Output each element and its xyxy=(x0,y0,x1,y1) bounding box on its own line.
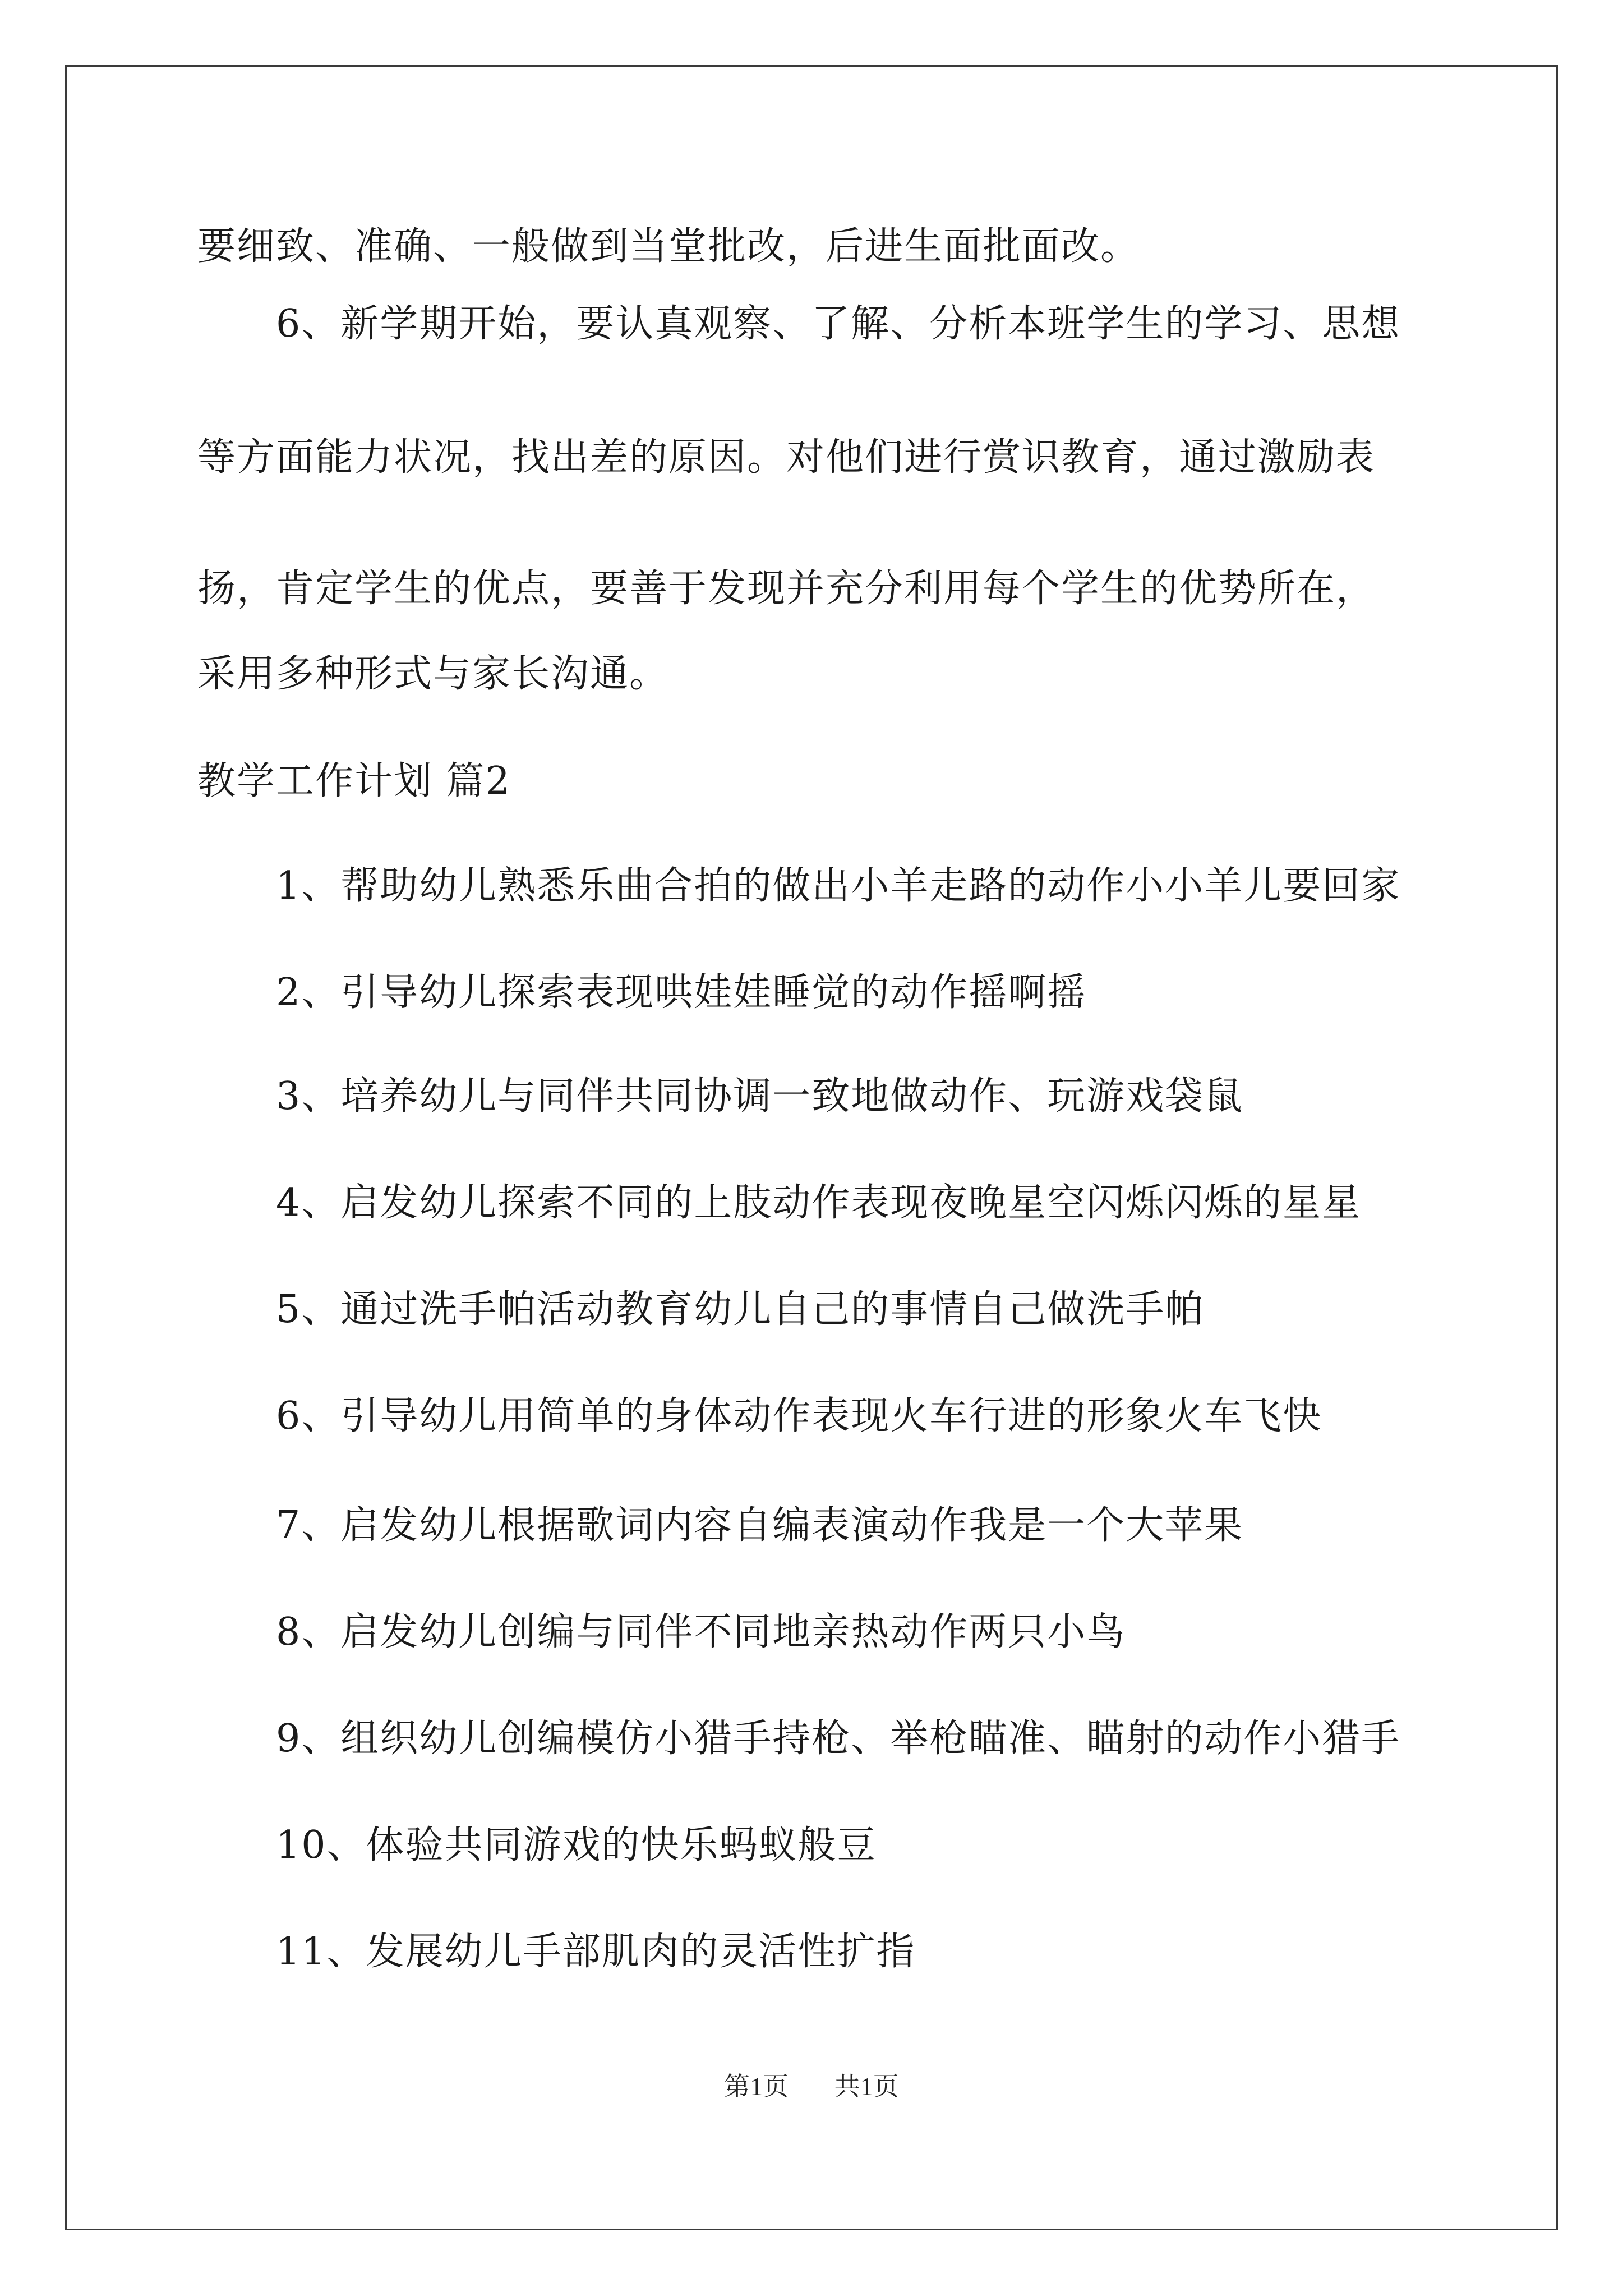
paragraph-6-line-3: 扬，肯定学生的优点，要善于发现并充分利用每个学生的优势所在， xyxy=(197,567,1376,611)
list-item-6: 6、引导幼儿用简单的身体动作表现火车行进的形象火车飞快 xyxy=(276,1394,1322,1438)
page-total: 共1页 xyxy=(834,2072,899,2101)
list-item-1: 1、帮助幼儿熟悉乐曲合拍的做出小羊走路的动作小小羊儿要回家 xyxy=(276,864,1401,908)
list-item-4: 4、启发幼儿探索不同的上肢动作表现夜晚星空闪烁闪烁的星星 xyxy=(276,1181,1362,1225)
list-item-3: 3、培养幼儿与同伴共同协调一致地做动作、玩游戏袋鼠 xyxy=(276,1074,1244,1119)
section-heading: 教学工作计划 篇2 xyxy=(197,759,511,803)
list-item-9: 9、组织幼儿创编模仿小猎手持枪、举枪瞄准、瞄射的动作小猎手 xyxy=(276,1717,1401,1761)
list-item-2: 2、引导幼儿探索表现哄娃娃睡觉的动作摇啊摇 xyxy=(276,970,1087,1015)
list-item-10: 10、体验共同游戏的快乐蚂蚁般豆 xyxy=(276,1823,877,1867)
page-footer xyxy=(0,2070,1623,2104)
page-border xyxy=(65,65,1558,2230)
list-item-7: 7、启发幼儿根据歌词内容自编表演动作我是一个大苹果 xyxy=(276,1503,1244,1548)
paragraph-6-line-4: 采用多种形式与家长沟通。 xyxy=(197,652,669,696)
paragraph-6-line-1: 6、新学期开始，要认真观察、了解、分析本班学生的学习、思想 xyxy=(276,302,1401,346)
paragraph-6-line-2: 等方面能力状况，找出差的原因。对他们进行赏识教育，通过激励表 xyxy=(197,435,1376,480)
continuation-line: 要细致、准确、一般做到当堂批改，后进生面批面改。 xyxy=(197,224,1140,269)
list-item-11: 11、发展幼儿手部肌肉的灵活性扩指 xyxy=(276,1930,916,1974)
list-item-8: 8、启发幼儿创编与同伴不同地亲热动作两只小鸟 xyxy=(276,1610,1126,1654)
list-item-5: 5、通过洗手帕活动教育幼儿自己的事情自己做洗手帕 xyxy=(276,1287,1205,1332)
page-number: 第1页 xyxy=(724,2072,789,2101)
